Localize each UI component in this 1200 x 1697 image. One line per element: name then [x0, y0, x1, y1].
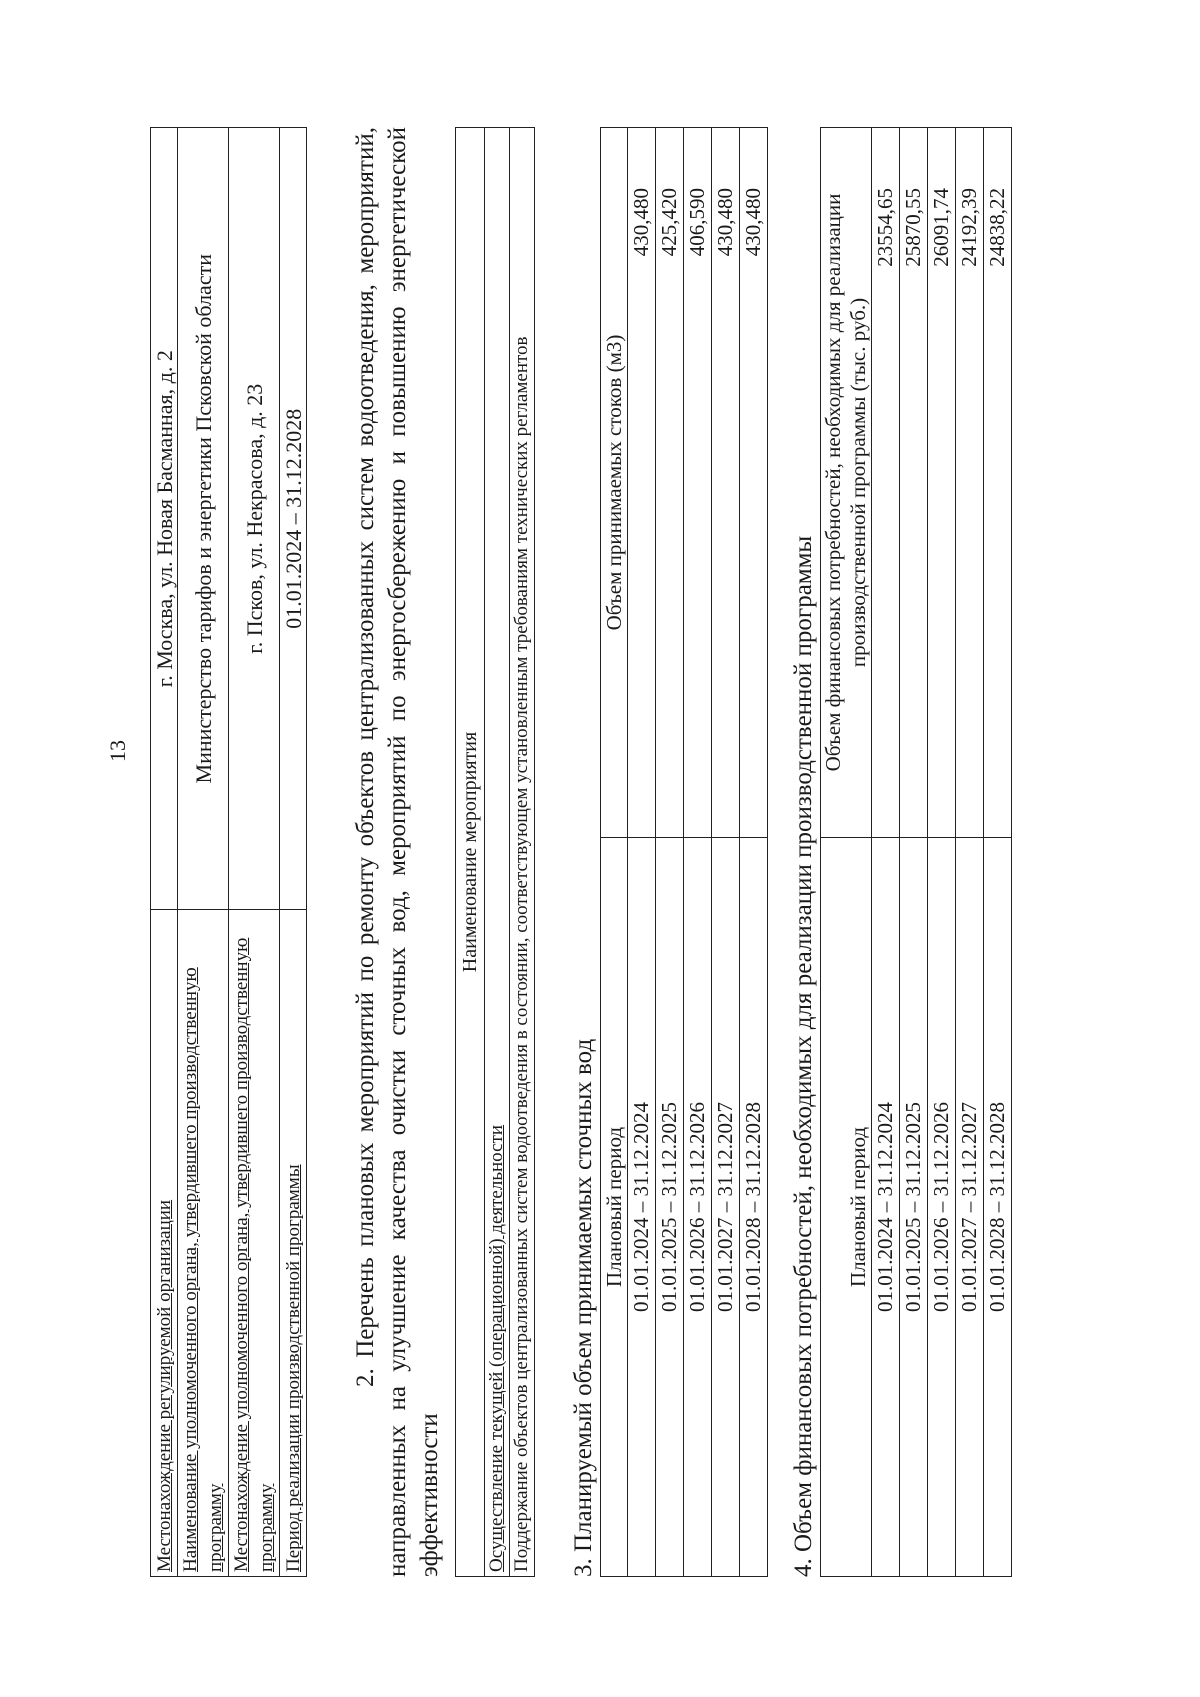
- column-header: Плановый период: [821, 838, 872, 1577]
- period-cell: 01.01.2027 – 31.12.2027: [712, 838, 740, 1577]
- period-cell: 01.01.2025 – 31.12.2025: [900, 838, 928, 1577]
- period-cell: 01.01.2024 – 31.12.2024: [628, 838, 656, 1577]
- column-header: Плановый период: [601, 838, 628, 1577]
- authority-name-label: Наименование уполномоченного органа, утвердившего производственную программу: [178, 910, 229, 1577]
- table-row: [928, 128, 956, 1577]
- table-row: [984, 128, 1012, 1577]
- table-row: [956, 128, 984, 1577]
- program-period-label: Период реализации производственной программы: [280, 910, 307, 1577]
- table-row: [712, 128, 740, 1577]
- period-cell: 01.01.2028 – 31.12.2028: [984, 838, 1012, 1577]
- wastewater-volume-table: [600, 127, 768, 1577]
- column-header: Наименование мероприятия: [456, 128, 485, 1577]
- period-cell: 01.01.2026 – 31.12.2026: [684, 838, 712, 1577]
- section-2-heading: 2. Перечень плановых мероприятий по ремонту объектов централизованных систем водоотведения, мероприятий, направленных на улучшение качества очистки сточных вод, мероприятий по энергосбережению и повышению энергетической эффективности: [352, 127, 443, 1577]
- column-header: Объем финансовых потребностей, необходимых для реализации производственной программы (тыс. руб.): [821, 128, 872, 838]
- measure-item: Поддержание объектов централизованных систем водоотведения в состоянии, соответствующем установленным требованиям технических регламентов: [510, 128, 535, 1577]
- table-row: [178, 128, 229, 1577]
- amount-cell: 26091,74: [928, 128, 956, 838]
- table-header-row: [456, 128, 485, 1577]
- table-row: [900, 128, 928, 1577]
- period-cell: 01.01.2028 – 31.12.2028: [740, 838, 768, 1577]
- volume-cell: 425,420: [656, 128, 684, 838]
- amount-cell: 23554,65: [872, 128, 900, 838]
- page-number: 13: [105, 740, 130, 762]
- authority-location-value: г. Псков, ул. Некрасова, д. 23: [229, 128, 280, 910]
- table-header-row: [821, 128, 872, 1577]
- column-header: Объем принимаемых стоков (м3): [601, 128, 628, 838]
- volume-cell: 430,480: [712, 128, 740, 838]
- table-header-row: [601, 128, 628, 1577]
- table-row: [872, 128, 900, 1577]
- table-row: [485, 128, 510, 1577]
- period-cell: 01.01.2024 – 31.12.2024: [872, 838, 900, 1577]
- amount-cell: 24192,39: [956, 128, 984, 838]
- table-row: [510, 128, 535, 1577]
- period-cell: 01.01.2026 – 31.12.2026: [928, 838, 956, 1577]
- amount-cell: 24838,22: [984, 128, 1012, 838]
- volume-cell: 406,590: [684, 128, 712, 838]
- table-row: [151, 128, 178, 1577]
- period-cell: 01.01.2027 – 31.12.2027: [956, 838, 984, 1577]
- table-row: [740, 128, 768, 1577]
- amount-cell: 25870,55: [900, 128, 928, 838]
- financial-needs-table: [820, 127, 1012, 1577]
- table-row: [229, 128, 280, 1577]
- measure-item: Осуществление текущей (операционной) деятельности: [485, 128, 510, 1577]
- authority-name-value: Министерство тарифов и энергетики Псковской области: [178, 128, 229, 910]
- volume-cell: 430,480: [740, 128, 768, 838]
- organization-info-table: [150, 127, 307, 1577]
- org-location-value: г. Москва, ул. Новая Басманная, д. 2: [151, 128, 178, 910]
- section-4-heading: 4. Объем финансовых потребностей, необходимых для реализации производственной программы: [790, 535, 817, 1577]
- org-location-label: Местонахождение регулируемой организации: [151, 910, 178, 1577]
- table-row: [280, 128, 307, 1577]
- section-3-heading: 3. Планируемый объем принимаемых сточных вод: [570, 1038, 597, 1577]
- program-period-value: 01.01.2024 – 31.12.2028: [280, 128, 307, 910]
- table-row: [684, 128, 712, 1577]
- table-row: [628, 128, 656, 1577]
- measures-table: [455, 127, 535, 1577]
- table-row: [656, 128, 684, 1577]
- volume-cell: 430,480: [628, 128, 656, 838]
- period-cell: 01.01.2025 – 31.12.2025: [656, 838, 684, 1577]
- authority-location-label: Местонахождение уполномоченного органа, утвердившего производственную программу: [229, 910, 280, 1577]
